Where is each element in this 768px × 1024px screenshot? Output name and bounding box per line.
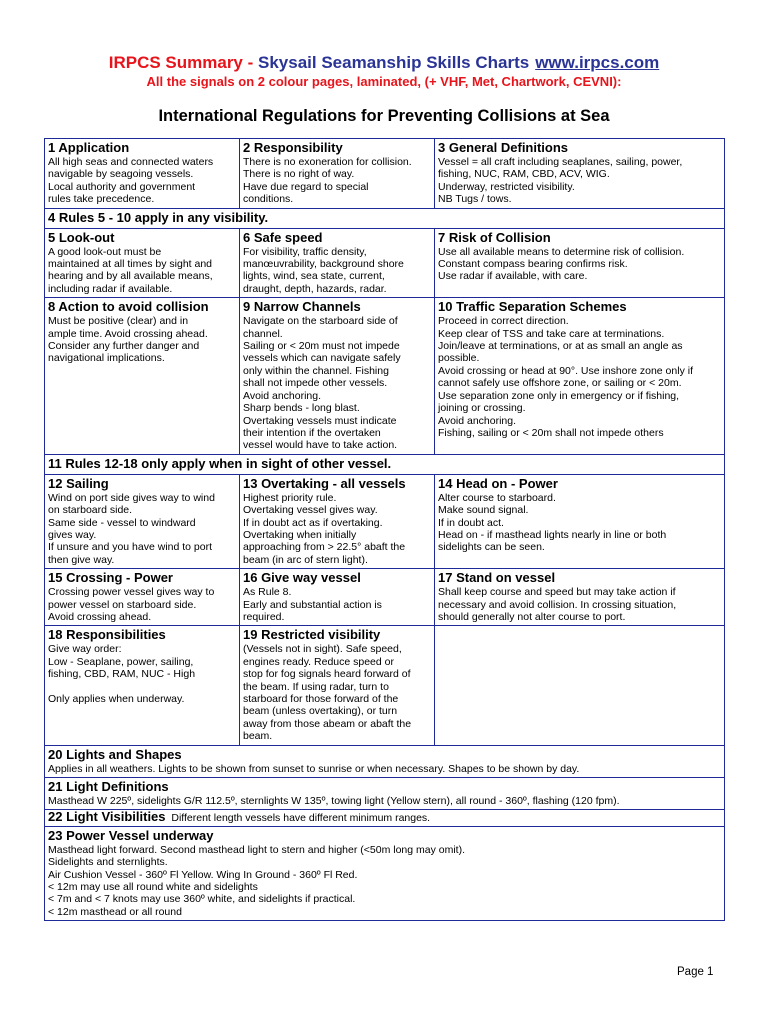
header-website-link[interactable]: www.irpcs.com: [535, 53, 660, 72]
table-row: [45, 139, 725, 209]
rule-title: 18 Responsibilities: [48, 627, 166, 643]
rule-title: 20 Lights and Shapes: [48, 746, 182, 762]
empty-cell: [435, 626, 725, 745]
rule-line: Alter course to starboard.: [438, 491, 556, 504]
table-row: [45, 745, 725, 777]
rule-line: Low - Seaplane, power, sailing,: [48, 655, 194, 668]
rule-cell: [435, 139, 725, 209]
rule-line: navigable by seagoing vessels.: [48, 168, 194, 181]
rule-title: 6 Safe speed: [243, 229, 323, 245]
rule-cell: [45, 569, 240, 626]
rule-line: For visibility, traffic density,: [243, 245, 367, 258]
rule-line: gives way.: [48, 528, 97, 541]
rule-line: Air Cushion Vessel - 360º Fl Yellow. Wing In Ground - 360º Fl Red.: [48, 868, 358, 881]
rule-title: 22 Light Visibilities: [48, 809, 166, 825]
rule-line: only within the channel. Fishing: [243, 364, 389, 377]
rule-line: < 7m and < 7 knots may use 360º white, and sidelights if practical.: [48, 893, 356, 906]
rule-line: joining or crossing.: [438, 402, 526, 415]
rule-line: vessel would have to take action.: [243, 439, 398, 452]
rule-line: vessels which can navigate safely: [243, 352, 401, 365]
rule-line: Wind on port side gives way to wind: [48, 491, 215, 504]
rule-title: 10 Traffic Separation Schemes: [438, 299, 627, 315]
rule-title: 14 Head on - Power: [438, 475, 558, 491]
rule-line: There is no exoneration for collision.: [243, 156, 412, 168]
rule-line: rules take precedence.: [48, 193, 155, 206]
rule-line: power vessel on starboard side.: [48, 598, 197, 611]
rule-line: beam.: [243, 730, 273, 743]
rule-line: navigational implications.: [48, 352, 165, 365]
rule-cell: [240, 569, 435, 626]
band-title: 11 Rules 12-18 only apply when in sight of other vessel.: [48, 455, 392, 471]
rule-line: [48, 681, 237, 693]
table-row: [45, 778, 725, 810]
rule-line: Use all available means to determine risk of collision.: [438, 245, 685, 258]
rule-line: beam (unless overtaking), or turn: [243, 705, 398, 718]
rule-line: shall not impede other vessels.: [243, 377, 388, 390]
rule-line: draught, depth, hazards, radar.: [243, 282, 387, 295]
rule-cell: [435, 228, 725, 298]
rule-line: required.: [243, 610, 285, 623]
rule-cell: [240, 139, 435, 209]
band-cell: [45, 454, 725, 474]
rule-title: 21 Light Definitions: [48, 779, 169, 795]
rule-line: Shall keep course and speed but may take action if: [438, 586, 676, 599]
rule-line: Same side - vessel to windward: [48, 516, 196, 529]
rule-line: Fishing, sailing or < 20m shall not impede others: [438, 426, 664, 439]
rule-title: 5 Look-out: [48, 229, 115, 245]
rule-line: Vessel = all craft including seaplanes, sailing, power,: [438, 156, 683, 168]
rule-line: sidelights can be seen.: [438, 541, 545, 554]
rule-cell: [45, 810, 725, 826]
rule-line: Overtaking vessels must indicate: [243, 414, 397, 427]
rule-line: Consider any further danger and: [48, 340, 200, 353]
rule-cell: [435, 474, 725, 568]
rule-line: Make sound signal.: [438, 504, 529, 517]
rule-cell: [45, 228, 240, 298]
rule-cell: [45, 139, 240, 209]
rule-cell: [240, 298, 435, 454]
table-row: [45, 298, 725, 454]
rule-cell: [435, 569, 725, 626]
rule-line: Highest priority rule.: [243, 491, 337, 504]
rule-line: < 12m masthead or all round: [48, 905, 182, 918]
rule-line: channel.: [243, 327, 283, 340]
rule-title: 8 Action to avoid collision: [48, 299, 209, 315]
rule-line: Use radar if available, with care.: [438, 270, 588, 283]
table-row: [45, 569, 725, 626]
rule-line: Have due regard to special: [243, 180, 369, 193]
rule-line: Keep clear of TSS and take care at terminations.: [438, 327, 665, 340]
rule-line: lights, wind, sea state, current,: [243, 270, 385, 283]
table-row: [45, 474, 725, 568]
rule-line: Underway, restricted visibility.: [438, 180, 575, 193]
rule-cell: [45, 474, 240, 568]
rule-line: (Vessels not in sight). Safe speed,: [243, 643, 402, 656]
rule-line: Proceed in correct direction.: [438, 315, 569, 328]
rule-line: Give way order:: [48, 643, 122, 656]
rule-line: Use separation zone only in emergency or if fishing,: [438, 389, 680, 402]
rule-cell: [240, 626, 435, 745]
rule-line: Avoid anchoring.: [243, 389, 322, 402]
rule-title: 15 Crossing - Power: [48, 570, 173, 586]
rule-title: 13 Overtaking - all vessels: [243, 475, 406, 491]
rule-line: Sailing or < 20m must not impede: [243, 340, 400, 353]
rule-line: Crossing power vessel gives way to: [48, 586, 215, 599]
rule-line: hearing and by all available means,: [48, 270, 213, 283]
rule-line: maintained at all times by sight and: [48, 258, 213, 271]
rule-line: their intention if the overtaken: [243, 426, 381, 439]
rule-title: 23 Power Vessel underway: [48, 827, 214, 843]
rule-line: manœuvrability, background shore: [243, 258, 404, 271]
rule-line: approaching from > 22.5° abaft the: [243, 541, 406, 554]
rule-line: ample time. Avoid crossing ahead.: [48, 327, 208, 340]
rule-line: Avoid anchoring.: [438, 414, 517, 427]
rule-line: stop for fog signals heard forward of: [243, 668, 411, 681]
band-cell: [45, 208, 725, 228]
rule-cell: [45, 778, 725, 810]
rule-line: Constant compass bearing confirms risk.: [438, 258, 628, 271]
page-title: International Regulations for Preventing Collisions at Sea: [158, 107, 610, 125]
rule-line: As Rule 8.: [243, 586, 292, 599]
rule-cell: [45, 826, 725, 920]
rule-line: Masthead W 225º, sidelights G/R 112.5º, sternlights W 135º, towing light (Yellow stern), all round - 360º, flashing (120 fpm).: [48, 795, 620, 808]
rule-title: 16 Give way vessel: [243, 570, 361, 586]
rule-line: Only applies when underway.: [48, 692, 185, 705]
rule-cell: [240, 228, 435, 298]
rule-line: Masthead light forward. Second masthead light to stern and higher (<50m long may omit).: [48, 843, 466, 856]
rule-line: cannot safely use offshore zone, or sailing or < 20m.: [438, 377, 682, 390]
rule-line: engines ready. Reduce speed or: [243, 655, 394, 668]
rule-line: the beam. If using radar, turn to: [243, 680, 389, 693]
rule-line: Applies in all weathers. Lights to be shown from sunset to sunrise or when necessary. Shapes to be shown by day.: [48, 762, 580, 775]
table-row: [45, 208, 725, 228]
rule-line: < 12m may use all round white and sidelights: [48, 881, 258, 894]
rule-title: 19 Restricted visibility: [243, 627, 381, 643]
rule-title: 2 Responsibility: [243, 140, 343, 155]
rule-line: Overtaking vessel gives way.: [243, 504, 378, 517]
rule-line: Head on - if masthead lights nearly in line or both: [438, 528, 667, 541]
rule-line: All high seas and connected waters: [48, 156, 214, 168]
header-summary: IRPCS Summary -: [108, 53, 258, 72]
header-line-2: All the signals on 2 colour pages, laminated, (+ VHF, Met, Chartwork, CEVNI):: [146, 74, 622, 89]
table-row: [45, 228, 725, 298]
header-chart-name: Skysail Seamanship Skills Charts: [258, 53, 530, 72]
rule-line: fishing, CBD, RAM, NUC - High: [48, 668, 196, 681]
rule-line: fishing, NUC, RAM, CBD, ACV, WIG.: [438, 168, 610, 181]
band-title: 4 Rules 5 - 10 apply in any visibility.: [48, 209, 269, 225]
rule-line: There is no right of way.: [243, 168, 355, 181]
rule-line: Must be positive (clear) and in: [48, 315, 189, 328]
table-row: [45, 810, 725, 826]
rule-line: A good look-out must be: [48, 245, 162, 258]
rule-line: Sidelights and sternlights.: [48, 856, 168, 869]
rule-title: 12 Sailing: [48, 475, 109, 491]
table-row: [45, 826, 725, 920]
rule-line: Avoid crossing ahead.: [48, 610, 152, 623]
rule-line: beam (in arc of stern light).: [243, 553, 368, 566]
rule-line: Early and substantial action is: [243, 598, 382, 611]
rule-line: If in doubt act as if overtaking.: [243, 516, 383, 529]
rule-line: Different length vessels have different minimum ranges.: [171, 812, 431, 825]
rule-line: starboard for those forward of the: [243, 693, 399, 705]
rules-table: [44, 138, 725, 921]
rule-cell: [240, 474, 435, 568]
rule-line: including radar if available.: [48, 282, 173, 295]
rule-title: 1 Application: [48, 140, 130, 155]
rule-line: Navigate on the starboard side of: [243, 315, 398, 328]
rule-line: Overtaking when initially: [243, 528, 357, 541]
rule-line: should generally not alter course to port.: [438, 610, 626, 623]
table-row: [45, 454, 725, 474]
rule-line: conditions.: [243, 193, 294, 206]
rule-line: Sharp bends - long blast.: [243, 402, 360, 415]
rule-line: on starboard side.: [48, 504, 133, 517]
rule-line: If unsure and you have wind to port: [48, 541, 213, 554]
page-number: Page 1: [677, 966, 714, 978]
rule-line: Local authority and government: [48, 180, 196, 193]
rule-cell: [45, 745, 725, 777]
rule-line: NB Tugs / tows.: [438, 193, 512, 206]
rule-cell: [45, 298, 240, 454]
rule-line: If in doubt act.: [438, 516, 504, 529]
rule-line: away from those abeam or abaft the: [243, 717, 412, 730]
rule-line: possible.: [438, 352, 480, 365]
table-row: [45, 626, 725, 745]
rule-cell: [435, 298, 725, 454]
rule-title: 3 General Definitions: [438, 140, 569, 155]
rule-title: 9 Narrow Channels: [243, 299, 361, 315]
rule-line: Join/leave at terminations, or at as small an angle as: [438, 340, 683, 353]
rule-line: then give way.: [48, 553, 115, 566]
rule-cell: [45, 626, 240, 745]
rule-title: 17 Stand on vessel: [438, 570, 556, 586]
rule-line: Avoid crossing or head at 90°. Use inshore zone only if: [438, 364, 693, 377]
rule-title: 7 Risk of Collision: [438, 229, 551, 245]
rule-line: necessary and avoid collision. In crossing situation,: [438, 598, 677, 611]
header-line-1: [0, 53, 768, 73]
